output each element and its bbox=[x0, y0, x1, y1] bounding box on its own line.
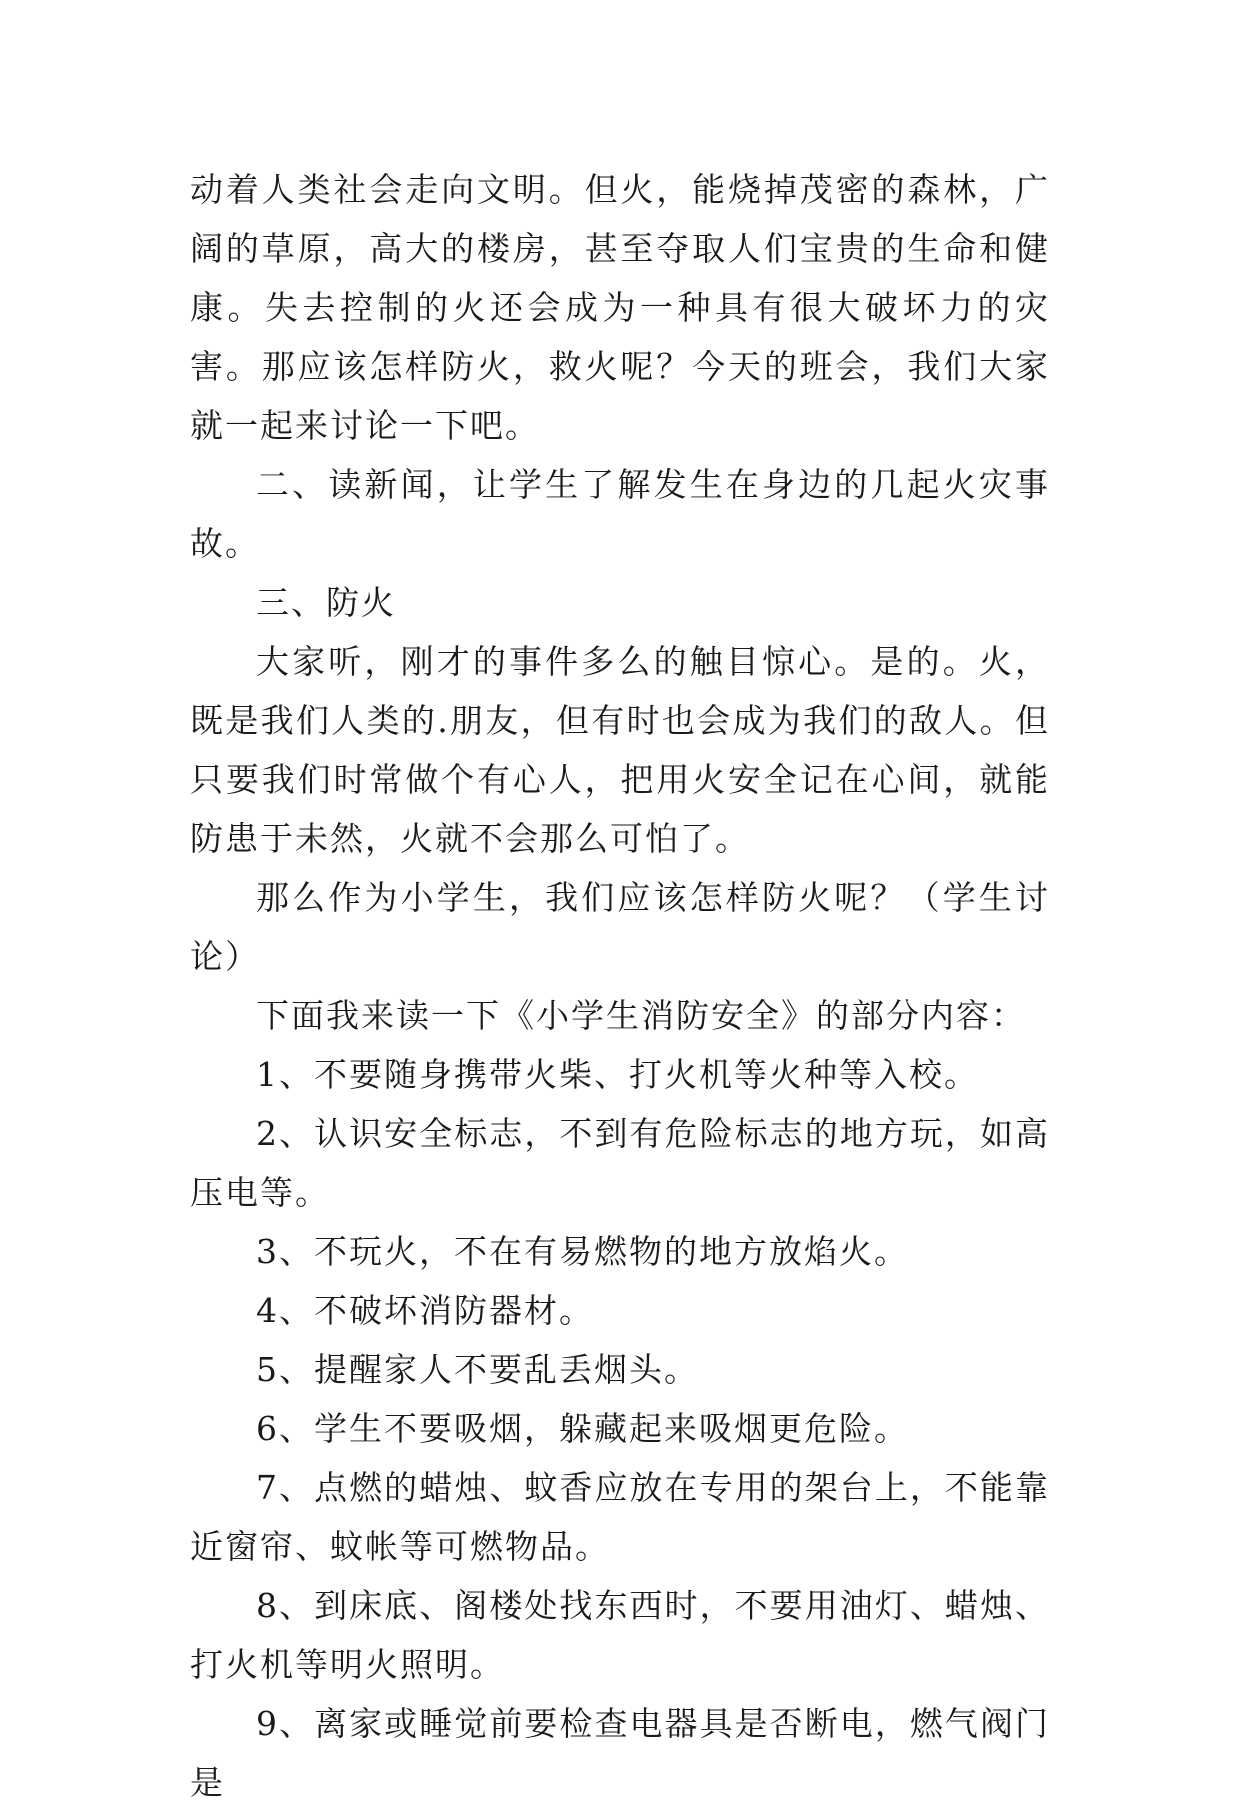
list-item-5: 5、提醒家人不要乱丢烟头。 bbox=[256, 1350, 699, 1389]
paragraph-reading-intro: 下面我来读一下《小学生消防安全》的部分内容： bbox=[256, 996, 1026, 1035]
paragraph-section-three-heading: 三、防火 bbox=[256, 583, 396, 622]
list-item-7: 7、点燃的蜡烛、蚊香应放在专用的架台上，不能靠近窗帘、蚊帐等可燃物品。 bbox=[190, 1468, 1050, 1566]
list-item-2: 2、认识安全标志，不到有危险标志的地方玩，如高压电等。 bbox=[190, 1114, 1050, 1212]
list-item-1: 1、不要随身携带火柴、打火机等火种等入校。 bbox=[256, 1055, 979, 1094]
list-item-4: 4、不破坏消防器材。 bbox=[256, 1291, 594, 1330]
document-body bbox=[190, 160, 1050, 1812]
paragraph-question: 那么作为小学生，我们应该怎样防火呢？（学生讨论） bbox=[190, 878, 1050, 976]
paragraph-intro-continued: 动着人类社会走向文明。但火，能烧掉茂密的森林，广阔的草原，高大的楼房，甚至夺取人们宝贵的生命和健康。失去控制的火还会成为一种具有很大破坏力的灾害。那应该怎样防火，救火呢？今天的班会，我们大家就一起来讨论一下吧。 bbox=[190, 170, 1050, 445]
list-item-3: 3、不玩火，不在有易燃物的地方放焰火。 bbox=[256, 1232, 909, 1271]
list-item-8: 8、到床底、阁楼处找东西时，不要用油灯、蜡烛、打火机等明火照明。 bbox=[190, 1586, 1050, 1684]
paragraph-section-two: 二、读新闻，让学生了解发生在身边的几起火灾事故。 bbox=[190, 465, 1050, 563]
paragraph-fire-discussion: 大家听，刚才的事件多么的触目惊心。是的。火，既是我们人类的.朋友，但有时也会成为我们的敌人。但只要我们时常做个有心人，把用火安全记在心间，就能防患于未然，火就不会那么可怕了。 bbox=[190, 642, 1050, 858]
list-item-9: 9、离家或睡觉前要检查电器具是否断电，燃气阀门是 bbox=[190, 1704, 1050, 1802]
list-item-6: 6、学生不要吸烟，躲藏起来吸烟更危险。 bbox=[256, 1409, 909, 1448]
